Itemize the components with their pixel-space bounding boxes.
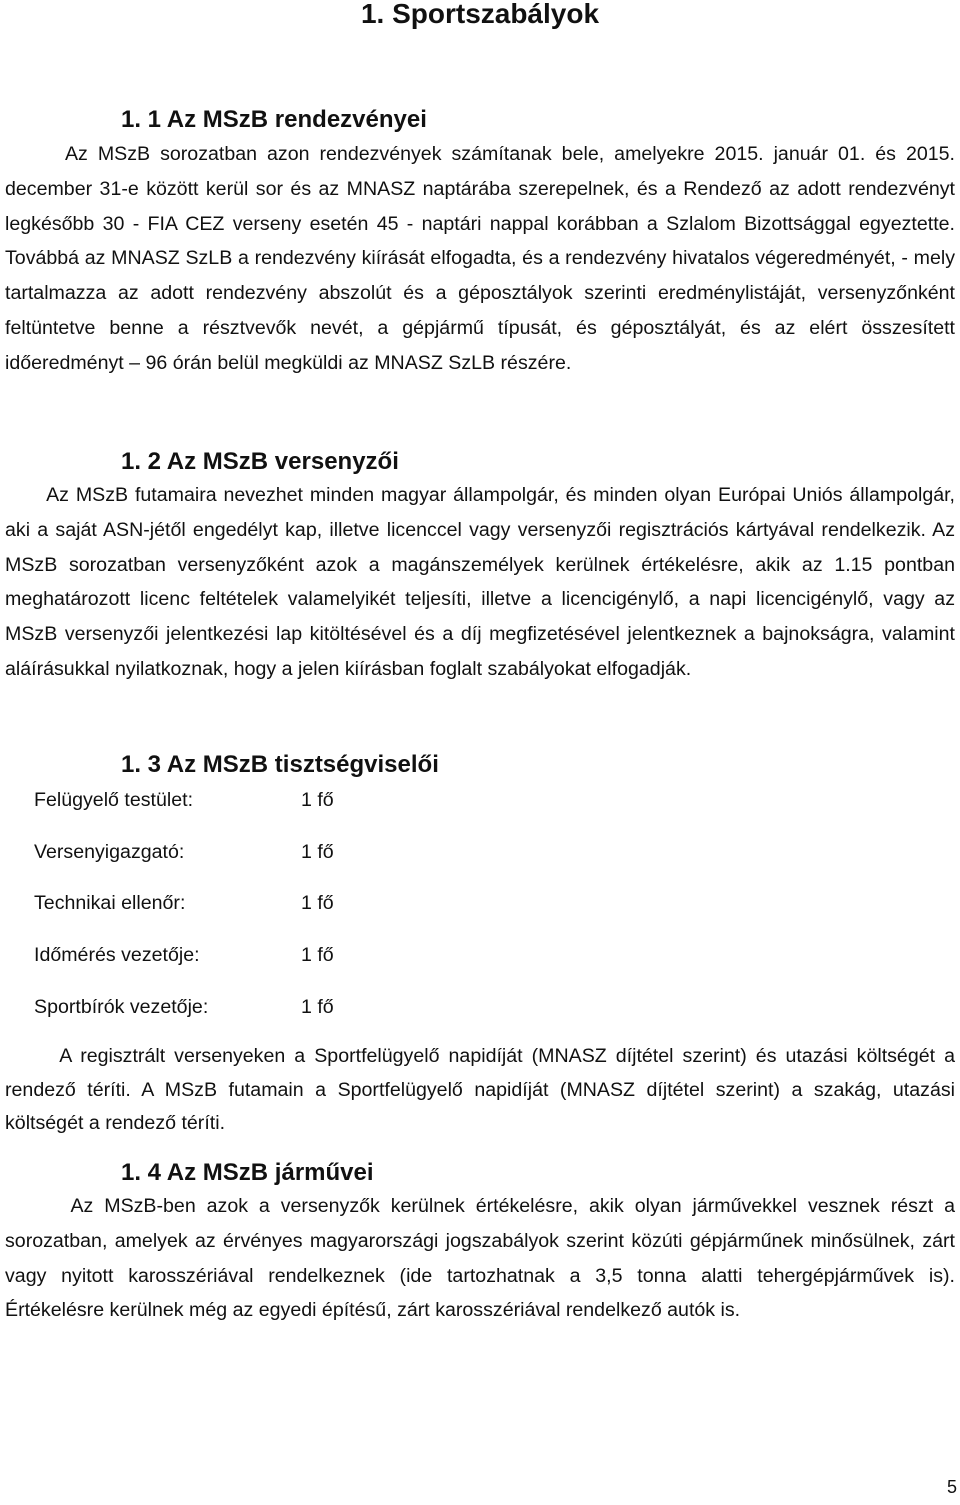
section-heading-jarmuvei: 1. 4 Az MSzB járművei	[121, 1159, 374, 1186]
role-label: Technikai ellenőr:	[34, 892, 186, 914]
page-title: 1. Sportszabályok	[360, 0, 600, 29]
role-count: 1 fő	[301, 789, 334, 811]
section-body-jarmuvei: Az MSzB-ben azok a versenyzők kerülnek értékelésre, akik olyan járművekkel vesznek részt a sorozatban, amelyek az érvényes magyarországi jogszabályok szerint közúti gépjárműnek minősülnek, zárt vagy nyitott karosszériával rendelkeznek (ide tartozhatnak a 3,5 tonna alatti tehergépjárművek is). Értékelésre kerülnek még az egyedi építésű, zárt karosszériával rendelkező autók is.	[5, 1195, 955, 1322]
role-row	[0, 941, 960, 969]
role-row	[0, 838, 960, 866]
role-row	[0, 993, 960, 1021]
section-heading-rendezvenyei: 1. 1 Az MSzB rendezvényei	[121, 106, 427, 133]
role-count: 1 fő	[301, 944, 334, 966]
page-number: 5	[946, 1477, 957, 1497]
role-row	[0, 786, 960, 814]
role-count: 1 fő	[301, 841, 334, 863]
section-heading-versenyzoi: 1. 2 Az MSzB versenyzői	[121, 448, 399, 475]
role-count: 1 fő	[301, 892, 334, 914]
section-body-rendezvenyei: Az MSzB sorozatban azon rendezvények számítanak bele, amelyekre 2015. január 01. és 2015. december 31-e között kerül sor és az MNASZ naptárába szerepelnek, és a Rendező az adott rendezvényt legkésőbb 30 - FIA CEZ verseny esetén 45 - naptári nappal korábban a Szlalom Bizottsággal egyeztette. Továbbá az MNASZ SzLB a rendezvény kiírását elfogadta, és a rendezvény hivatalos végeredményét, - mely tartalmazza az adott rendezvény abszolút és a géposztályok szerinti eredménylistáját, versenyzőnként feltüntetve benne a résztvevők nevét, a gépjármű típusát, és géposztályát, és az elért összesített időeredményt – 96 órán belül megküldi az MNASZ SzLB részére.	[5, 143, 955, 374]
role-label: Felügyelő testület:	[34, 789, 194, 811]
role-label: Versenyigazgató:	[34, 841, 185, 863]
section-heading-tisztsegviselok: 1. 3 Az MSzB tisztségviselői	[121, 751, 439, 778]
section-body-versenyzoi: Az MSzB futamaira nevezhet minden magyar állampolgár, és minden olyan Európai Uniós állampolgár, aki a saját ASN-jétől engedélyt kap, illetve licenccel vagy versenyzői regisztrációs kártyával rendelkezik. Az MSzB sorozatban versenyzőként azok a magánszemélyek kerülnek értékelésre, akik az 1.15 pontban meghatározott licenc feltételek valamelyikét teljesíti, illetve a licencigénylő, a napi licencigénylő, vagy az MSzB versenyzői jelentkezési lap kitöltésével és a díj megfizetésével jelentkeznek a bajnokságra, valamint aláírásukkal nyilatkoznak, hogy a jelen kiírásban foglalt szabályokat elfogadják.	[5, 484, 955, 680]
role-count: 1 fő	[301, 996, 334, 1018]
section-body-tisztsegviselok: A regisztrált versenyeken a Sportfelügyelő napidíját (MNASZ díjtétel szerint) és utazási költségét a rendező téríti. A MSzB futamain a Sportfelügyelő napidíját (MNASZ díjtétel szerint) a szakág, utazási költségét a rendező téríti.	[5, 1045, 955, 1134]
role-label: Időmérés vezetője:	[34, 944, 200, 966]
role-row	[0, 889, 960, 917]
role-label: Sportbírók vezetője:	[34, 996, 209, 1018]
